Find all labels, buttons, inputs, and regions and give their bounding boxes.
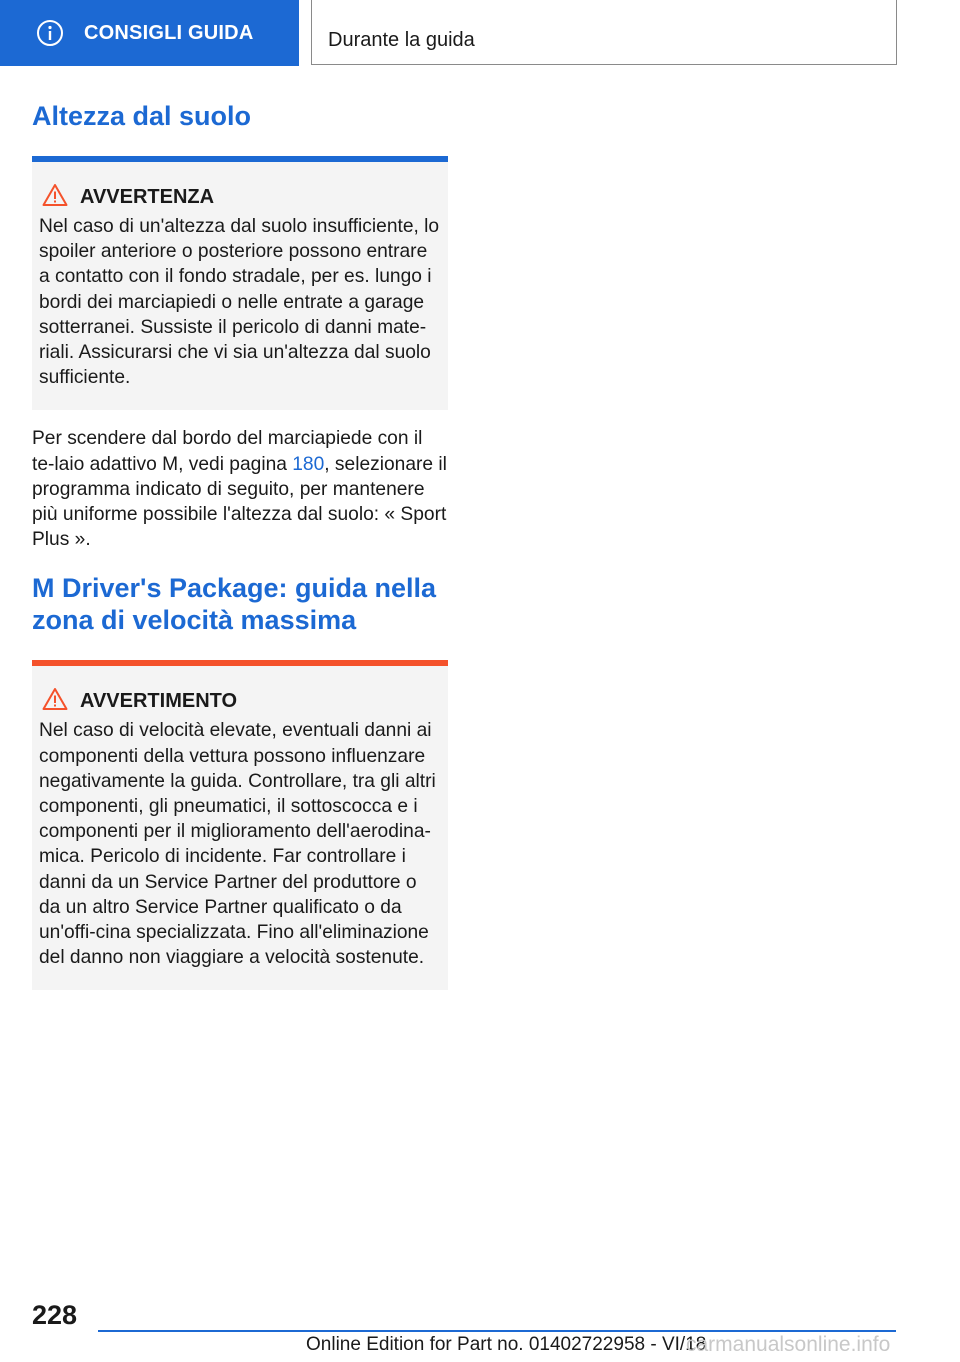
warning-box-alert: [32, 666, 448, 990]
footer-rule: [98, 1330, 896, 1332]
warning-text: Nel caso di velocità elevate, eventuali danni ai componenti della vettura possono influenzare negativamente la guida. Controllare, tra gli altri componenti, gli pneumatici, il sottoscocca e i componenti per il miglioramento dell'aerodina-mica. Pericolo di incidente. Far controllare i danni da un Service Partner del produttore o da un altro Service Partner qualificato o da un'offi-cina specializzata. Fino all'eliminazione del danno non viaggiare a velocità sostenute.: [39, 720, 436, 969]
heading-line-1: M Driver's Package: guida nella: [32, 573, 437, 604]
edition-text: Online Edition for Part no. 01402722958 - VI/18: [306, 1334, 707, 1355]
warning-triangle-icon: [42, 183, 68, 207]
page-link[interactable]: 180: [292, 453, 325, 475]
page-number: 228: [32, 1300, 78, 1330]
body-paragraph: [32, 426, 448, 552]
watermark: carmanualsonline.info: [686, 1333, 891, 1356]
chapter-title: Durante la guida: [328, 29, 475, 51]
section-heading-m-drivers-package: [32, 572, 448, 636]
section-heading-ground-clearance: Altezza dal suolo: [32, 101, 252, 131]
section-title: CONSIGLI GUIDA: [84, 21, 254, 44]
warning-label: AVVERTIMENTO: [80, 689, 238, 712]
chapter-box: [311, 0, 897, 65]
info-circle-icon: [36, 19, 64, 47]
warning-triangle-icon: [42, 687, 68, 711]
section-tab: [0, 0, 299, 66]
warning-box-caution: [32, 162, 448, 410]
content-column: [32, 100, 448, 990]
heading-line-2: zona di velocità massima: [32, 605, 357, 636]
paragraph-text-cont: , selezionare il programma indicato di seguito, per mantenere più uniforme possibile l'altezza dal suolo: « Sport Plus ».: [32, 453, 447, 551]
warning-label: AVVERTENZA: [80, 185, 215, 208]
paragraph-text: Per scendere dal bordo del marciapiede con il te-laio adattivo M, vedi pagina: [32, 428, 423, 475]
warning-text: Nel caso di un'altezza dal suolo insufficiente, lo spoiler anteriore o posteriore possono entrare a contatto con il fondo stradale, per es. lungo i bordi dei marciapiedi o nelle entrate a garage sotterranei. Sussiste il pericolo di danni mate-riali. Assicurarsi che vi sia un'altezza dal suolo sufficiente.: [39, 216, 440, 389]
